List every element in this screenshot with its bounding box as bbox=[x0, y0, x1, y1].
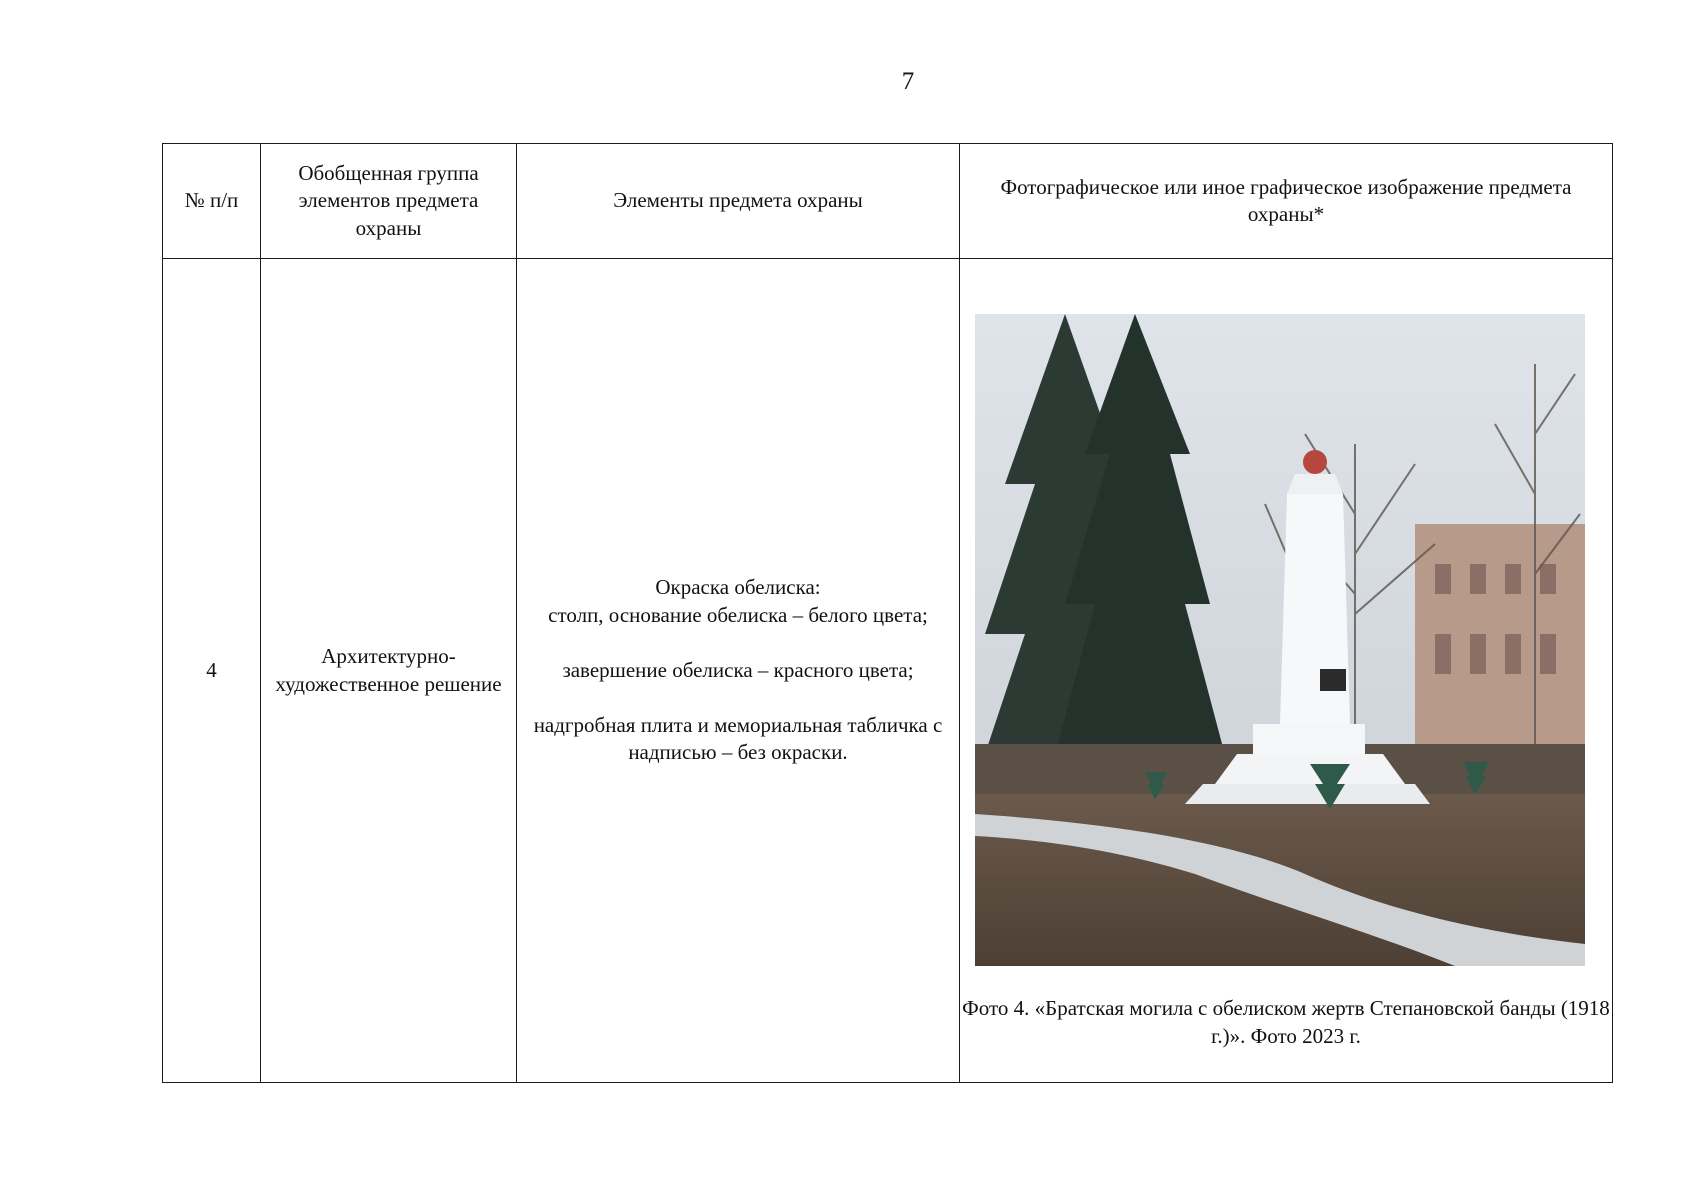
header-photo: Фотографическое или иное графическое изображение предмета охраны* bbox=[960, 144, 1613, 259]
table-row bbox=[163, 259, 1613, 1083]
protection-elements-table bbox=[162, 143, 1613, 1083]
elements-line-1: Окраска обелиска: bbox=[655, 575, 821, 600]
header-num: № п/п bbox=[163, 144, 261, 259]
header-group: Обобщенная группа элементов предмета охраны bbox=[261, 144, 517, 259]
row-photo-cell bbox=[960, 259, 1613, 1083]
row-elements bbox=[517, 259, 960, 1083]
row-num: 4 bbox=[163, 259, 261, 1083]
obelisk-photo-illustration bbox=[975, 314, 1585, 966]
row-group: Архитектурно-художественное решение bbox=[261, 259, 517, 1083]
elements-line-2: столп, основание обелиска – белого цвета; bbox=[548, 602, 928, 627]
elements-line-4: надгробная плита и мемориальная табличка с надписью – без окраски. bbox=[533, 713, 943, 765]
photo-caption: Фото 4. «Братская могила с обелиском жертв Степановской банды (1918 г.)». Фото 2023 г. bbox=[962, 996, 1610, 1049]
header-elements: Элементы предмета охраны bbox=[517, 144, 960, 259]
obelisk-photo bbox=[975, 314, 1585, 966]
page-number: 7 bbox=[901, 68, 915, 95]
table-header-row bbox=[163, 144, 1613, 259]
elements-line-3: завершение обелиска – красного цвета; bbox=[562, 657, 914, 682]
